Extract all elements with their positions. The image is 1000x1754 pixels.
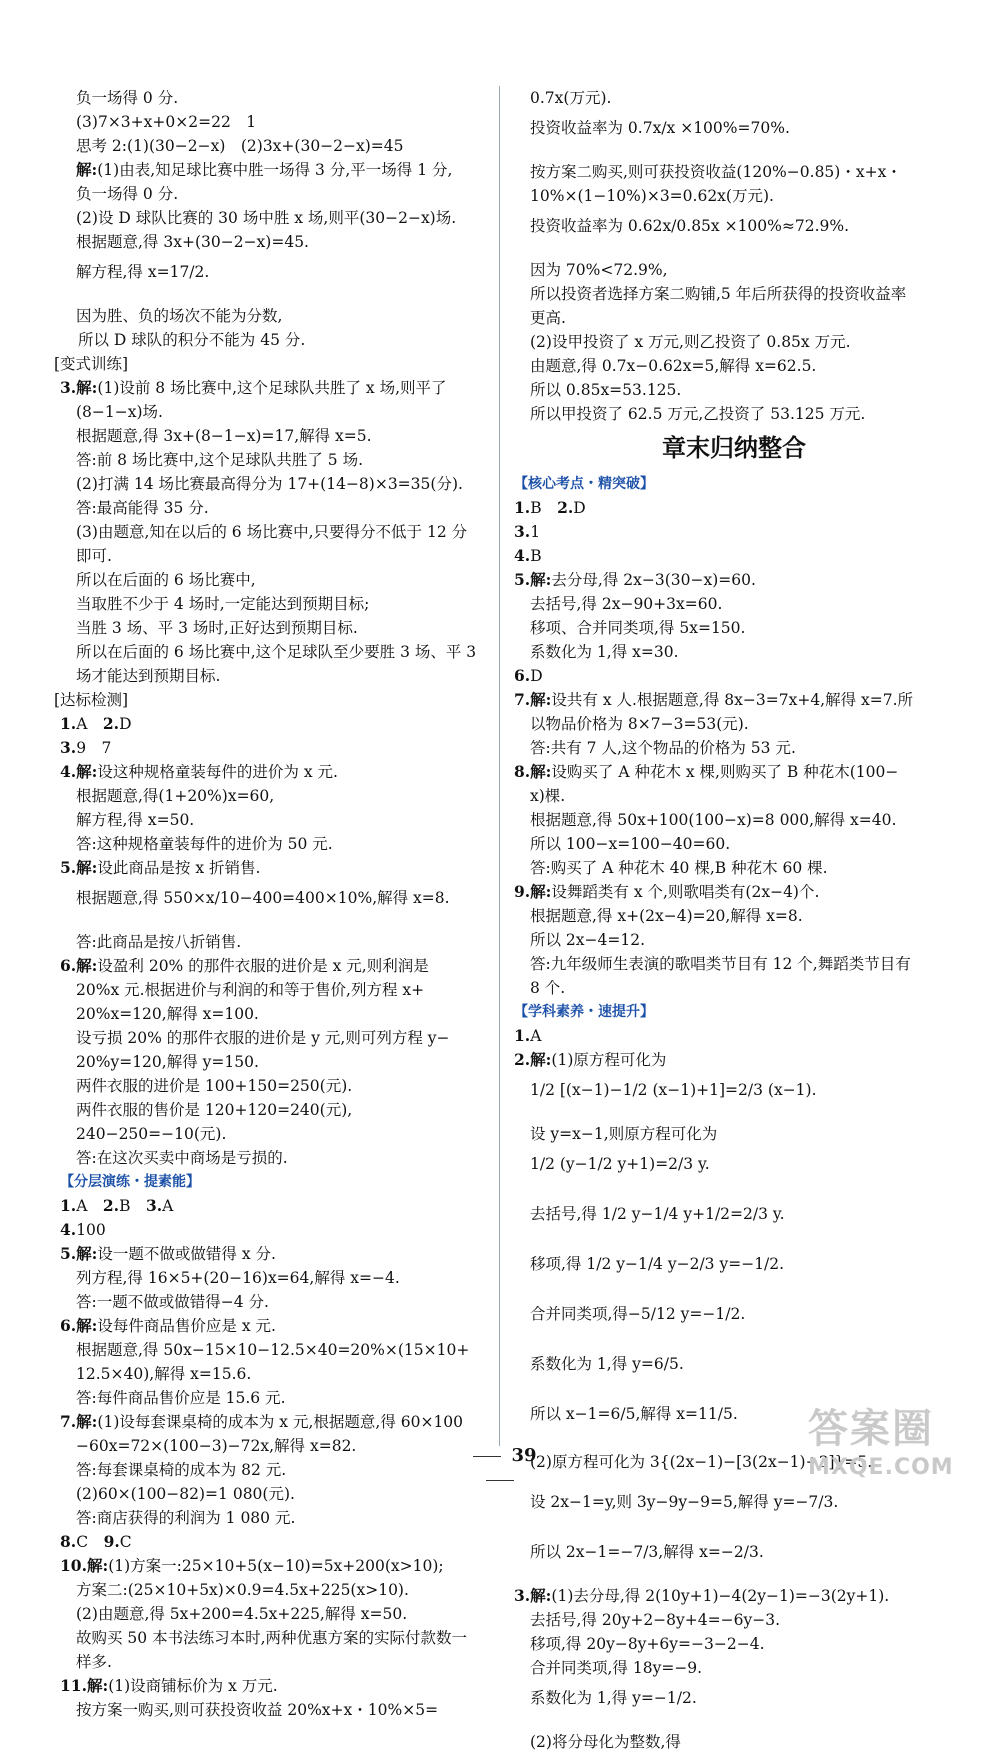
right-text-line: 由题意,得 0.7x−0.62x=5,解得 x=62.5. (530, 357, 817, 375)
left-text-line: 1.A 2.D (60, 714, 132, 733)
right-text-line: 移项,得 1/2 y−1/4 y−2/3 y=−1/2. (530, 1255, 785, 1273)
left-text-line: 答:最高能得 35 分. (76, 499, 209, 517)
left-text-line: (2)60×(100−82)=1 080(元). (76, 1485, 295, 1503)
left-text-line: 所以 D 球队的积分不能为 45 分. (78, 331, 306, 349)
left-text-line: 根据题意,得 3x+(8−1−x)=17,解得 x=5. (76, 427, 372, 445)
right-text-line: 以物品价格为 8×7−3=53(元). (530, 715, 749, 733)
left-text-line: 4.解:设这种规格童装每件的进价为 x 元. (60, 762, 338, 781)
left-text-line: 11.解:(1)设商铺标价为 x 万元. (60, 1676, 278, 1695)
right-text-line: 【核心考点・精突破】 (514, 476, 654, 492)
column-divider (499, 86, 500, 1446)
right-text-line: 所以 2x−4=12. (530, 931, 646, 949)
right-text-line: (2)将分母化为整数,得 (530, 1733, 681, 1751)
left-text-line: 答:商店获得的利润为 1 080 元. (76, 1509, 296, 1527)
page-number (440, 1444, 560, 1492)
right-text-line: 章末归纳整合 (662, 434, 806, 462)
left-text-line: 5.解:设一题不做或做错得 x 分. (60, 1244, 276, 1263)
right-text-line: 系数化为 1,得 y=−1/2. (530, 1689, 697, 1707)
right-text-line: 3.解:(1)去分母,得 2(10y+1)−4(2y−1)=−3(2y+1). (514, 1586, 890, 1605)
left-text-line: 当取胜不少于 4 场时,一定能达到预期目标; (76, 595, 370, 613)
left-text-line: (2)打满 14 场比赛最高得分为 17+(14−8)×3=35(分). (76, 475, 463, 493)
watermark-line1: 答案圈 (808, 1406, 934, 1452)
left-text-line: 负一场得 0 分. (76, 185, 179, 203)
right-text-line: 1.B 2.D (514, 498, 586, 517)
right-text-line: 2.解:(1)原方程可化为 (514, 1050, 667, 1069)
left-text-line: 即可. (76, 547, 112, 565)
right-text-line: 【学科素养・速提升】 (514, 1004, 654, 1020)
left-text-line: [达标检测] (54, 691, 129, 709)
right-text-line: 移项,得 20y−8y+6y=−3−2−4. (530, 1635, 765, 1653)
left-text-line: [变式训练] (54, 355, 129, 373)
right-text-line: 所以甲投资了 62.5 万元,乙投资了 53.125 万元. (530, 405, 866, 423)
right-text-line: 4.B (514, 546, 542, 565)
right-text-line: 7.解:设共有 x 人.根据题意,得 8x−3=7x+4,解得 x=7.所 (514, 690, 914, 709)
right-text-line: 更高. (530, 309, 566, 327)
left-text-line: 两件衣服的进价是 100+150=250(元). (76, 1077, 353, 1095)
watermark-logo (808, 1404, 986, 1488)
left-text-line: 解方程,得 x=50. (76, 811, 195, 829)
left-text-line: 3.9 7 (60, 738, 112, 757)
right-text-line: 10%×(1−10%)×3=0.62x(万元). (530, 187, 774, 205)
right-text-line: 合并同类项,得 18y=−9. (530, 1659, 703, 1677)
left-text-line: 【分层演练・提素能】 (60, 1174, 200, 1190)
right-text-line: 所以 2x−1=−7/3,解得 x=−2/3. (530, 1543, 764, 1561)
right-text-line: 答:购买了 A 种花木 40 棵,B 种花木 60 棵. (530, 859, 828, 877)
left-text-line: 所以在后面的 6 场比赛中, (76, 571, 256, 589)
page-number-value: 39 (511, 1445, 537, 1466)
left-text-line: 根据题意,得 3x+(30−2−x)=45. (76, 233, 309, 251)
page-number-dash-left (473, 1456, 501, 1457)
left-text-line: 答:每套课桌椅的成本为 82 元. (76, 1461, 287, 1479)
right-text-line: 所以 0.85x=53.125. (530, 381, 682, 399)
left-column (54, 86, 490, 1722)
watermark-line2: MXQE.COM (808, 1455, 954, 1480)
right-text-line: (2)原方程可化为 3{(2x−1)−[3(2x−1)+3]}=5. (530, 1453, 873, 1471)
left-text-line: 因为胜、负的场次不能为分数, (76, 307, 283, 325)
left-text-line: 20%x=120,解得 x=100. (76, 1005, 259, 1023)
left-text-line: 样多. (76, 1653, 112, 1671)
right-text-line: 0.7x(万元). (530, 89, 612, 107)
left-text-line: 答:此商品是按八折销售. (76, 933, 242, 951)
left-text-line: 解:(1)由表,知足球比赛中胜一场得 3 分,平一场得 1 分, (76, 160, 453, 179)
right-text-line: 所以 x−1=6/5,解得 x=11/5. (530, 1405, 738, 1423)
right-text-line: 根据题意,得 x+(2x−4)=20,解得 x=8. (530, 907, 803, 925)
right-text-line: 投资收益率为 0.7x/x ×100%=70%. (530, 119, 790, 137)
left-text-line: 根据题意,得(1+20%)x=60, (76, 787, 275, 805)
right-text-line: 9.解:设舞蹈类有 x 个,则歌唱类有(2x−4)个. (514, 882, 820, 901)
right-text-line: 去括号,得 1/2 y−1/4 y+1/2=2/3 y. (530, 1205, 785, 1223)
left-text-line: 所以在后面的 6 场比赛中,这个足球队至少要胜 3 场、平 3 (76, 643, 477, 661)
left-text-line: 场才能达到预期目标. (76, 667, 221, 685)
left-text-line: 10.解:(1)方案一:25×10+5(x−10)=5x+200(x>10); (60, 1556, 444, 1575)
left-text-line: 答:这种规格童装每件的进价为 50 元. (76, 835, 333, 853)
left-text-line: 20%x 元.根据进价与利润的和等于售价,列方程 x+ (76, 981, 425, 999)
left-text-line: 负一场得 0 分. (76, 89, 179, 107)
right-text-line: 合并同类项,得−5/12 y=−1/2. (530, 1305, 746, 1323)
right-text-line: (2)设甲投资了 x 万元,则乙投资了 0.85x 万元. (530, 333, 851, 351)
right-text-line: 答:共有 7 人,这个物品的价格为 53 元. (530, 739, 796, 757)
right-text-line: 系数化为 1,得 y=6/5. (530, 1355, 684, 1373)
left-text-line: 12.5×40),解得 x=15.6. (76, 1365, 252, 1383)
right-text-line: 8 个. (530, 979, 566, 997)
left-text-line: (2)设 D 球队比赛的 30 场中胜 x 场,则平(30−2−x)场. (76, 209, 457, 227)
right-text-line: 所以 100−x=100−40=60. (530, 835, 731, 853)
left-text-line: 答:在这次买卖中商场是亏损的. (76, 1149, 288, 1167)
left-text-line: 20%y=120,解得 y=150. (76, 1053, 259, 1071)
left-text-line: (3)由题意,知在以后的 6 场比赛中,只要得分不低于 12 分 (76, 523, 468, 541)
left-text-line: 7.解:(1)设每套课桌椅的成本为 x 元,根据题意,得 60×100 (60, 1412, 464, 1431)
left-text-line: 根据题意,得 550×x/10−400=400×10%,解得 x=8. (76, 889, 450, 907)
left-text-line: 解方程,得 x=17/2. (76, 263, 210, 281)
left-text-line: 答:前 8 场比赛中,这个足球队共胜了 5 场. (76, 451, 364, 469)
right-text-line: 去括号,得 20y+2−8y+4=−6y−3. (530, 1611, 781, 1629)
page-number-dash-right (486, 1480, 514, 1481)
left-text-line: 4.100 (60, 1220, 106, 1239)
right-text-line: 所以投资者选择方案二购铺,5 年后所获得的投资收益率 (530, 285, 907, 303)
left-text-line: 8.C 9.C (60, 1532, 132, 1551)
left-text-line: 6.解:设盈利 20% 的那件衣服的进价是 x 元,则利润是 (60, 956, 429, 975)
left-text-line: 方案二:(25×10+5x)×0.9=4.5x+225(x>10). (76, 1581, 409, 1599)
left-text-line: 设亏损 20% 的那件衣服的进价是 y 元,则可列方程 y− (76, 1029, 450, 1047)
right-text-line: 1.A (514, 1026, 542, 1045)
right-text-line: 设 2x−1=y,则 3y−9y−9=5,解得 y=−7/3. (530, 1493, 839, 1511)
left-text-line: 1.A 2.B 3.A (60, 1196, 174, 1215)
left-text-line: −60x=72×(100−3)−72x,解得 x=82. (76, 1437, 357, 1455)
right-text-line: 1/2 [(x−1)−1/2 (x−1)+1]=2/3 (x−1). (530, 1081, 817, 1099)
left-text-line: 5.解:设此商品是按 x 折销售. (60, 858, 261, 877)
right-text-line: 因为 70%<72.9%, (530, 261, 668, 279)
left-text-line: (8−1−x)场. (76, 403, 163, 421)
left-text-line: 3.解:(1)设前 8 场比赛中,这个足球队共胜了 x 场,则平了 (60, 378, 447, 397)
left-text-line: 答:每件商品售价应是 15.6 元. (76, 1389, 286, 1407)
left-text-line: 两件衣服的售价是 120+120=240(元), (76, 1101, 353, 1119)
right-text-line: 设 y=x−1,则原方程可化为 (530, 1125, 718, 1143)
right-text-line: 5.解:去分母,得 2x−3(30−x)=60. (514, 570, 756, 589)
right-text-line: 8.解:设购买了 A 种花木 x 棵,则购买了 B 种花木(100− (514, 762, 899, 781)
left-text-line: 思考 2:(1)(30−2−x) (2)3x+(30−2−x)=45 (76, 137, 404, 155)
left-text-line: 答:一题不做或做错得−4 分. (76, 1293, 269, 1311)
right-text-line: 按方案二购买,则可获投资收益(120%−0.85)・x+x・ (530, 163, 902, 181)
left-text-line: 按方案一购买,则可获投资收益 20%x+x・10%×5= (76, 1701, 439, 1719)
right-text-line: 投资收益率为 0.62x/0.85x ×100%≈72.9%. (530, 217, 850, 235)
right-text-line: 根据题意,得 50x+100(100−x)=8 000,解得 x=40. (530, 811, 897, 829)
left-text-line: 根据题意,得 50x−15×10−12.5×40=20%×(15×10+ (76, 1341, 470, 1359)
right-text-line: 6.D (514, 666, 543, 685)
left-text-line: 故购买 50 本书法练习本时,两种优惠方案的实际付款数一 (76, 1629, 468, 1647)
left-text-line: 当胜 3 场、平 3 场时,正好达到预期目标. (76, 619, 358, 637)
right-text-line: 答:九年级师生表演的歌唱类节目有 12 个,舞蹈类节目有 (530, 955, 911, 973)
right-text-line: 3.1 (514, 522, 541, 541)
left-text-line: 列方程,得 16×5+(20−16)x=64,解得 x=−4. (76, 1269, 400, 1287)
right-text-line: 1/2 (y−1/2 y+1)=2/3 y. (530, 1155, 710, 1173)
right-text-line: x)棵. (530, 787, 566, 805)
left-text-line: (2)由题意,得 5x+200=4.5x+225,解得 x=50. (76, 1605, 408, 1623)
right-text-line: 系数化为 1,得 x=30. (530, 643, 679, 661)
right-column (514, 86, 954, 1754)
left-text-line: 240−250=−10(元). (76, 1125, 227, 1143)
right-text-line: 移项、合并同类项,得 5x=150. (530, 619, 746, 637)
left-text-line: (3)7×3+x+0×2=22 1 (76, 113, 257, 131)
left-text-line: 6.解:设每件商品售价应是 x 元. (60, 1316, 276, 1335)
right-text-line: 去括号,得 2x−90+3x=60. (530, 595, 723, 613)
